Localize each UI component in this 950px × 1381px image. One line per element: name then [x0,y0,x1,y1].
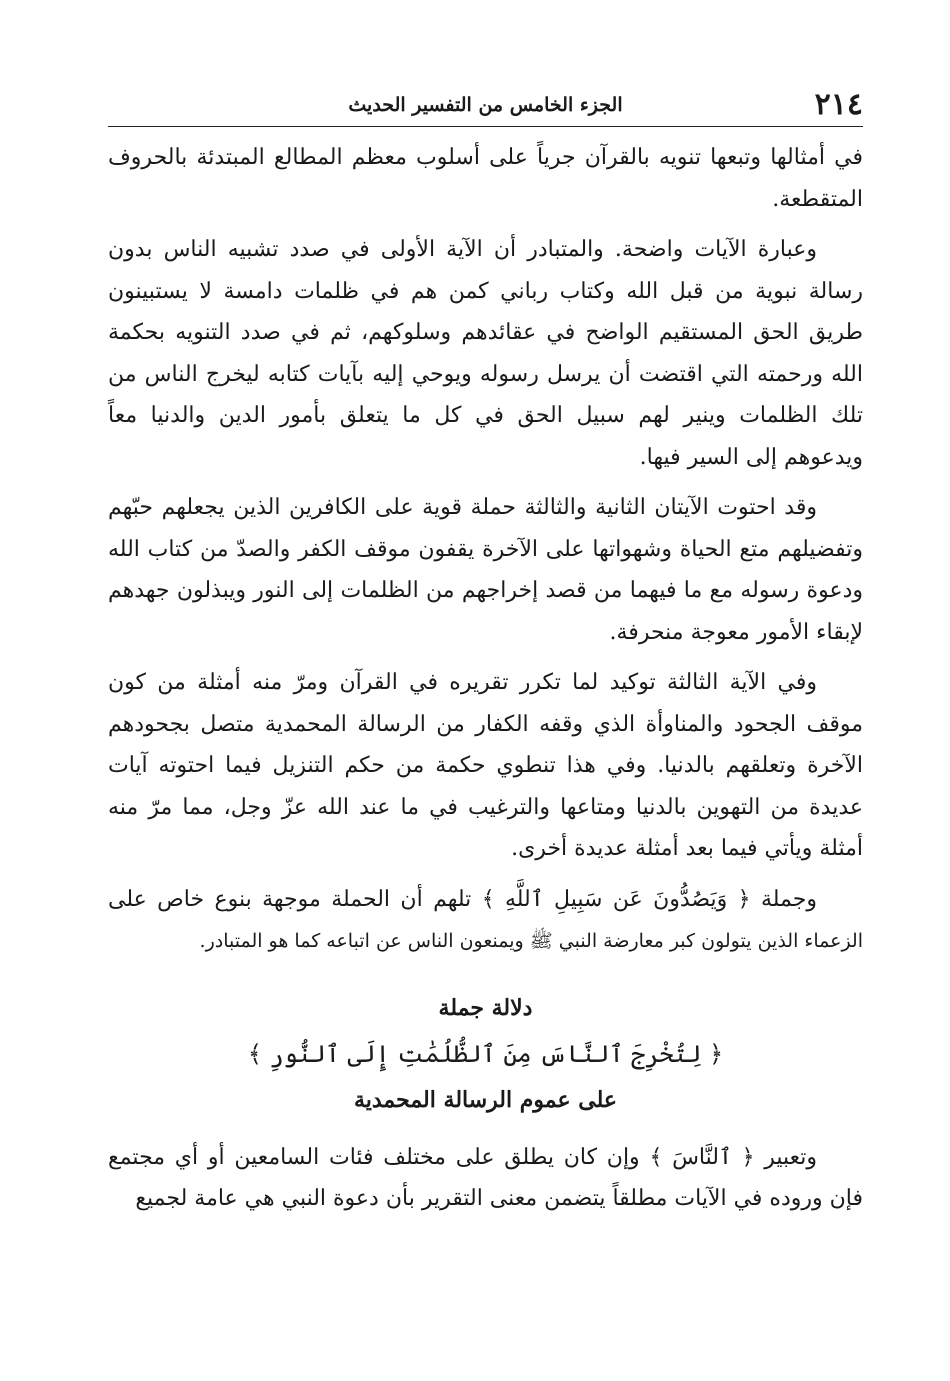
section-heading-title: دلالة جملة [438,994,533,1021]
paragraph-3: وقد احتوت الآيتان الثانية والثالثة حملة قوية على الكافرين الذين يجعلهم حبّهم وتفضيلهم متع الحياة وشهواتها على الآخرة يقفون موقف الكفر والصدّ من كتاب الله ودعوة رسوله مع ما فيهما من قصد إخراجهم من الظلمات إلى النور ويبذلون جهدهم لإبقاء الأمور معوجة منحرفة. [108,495,863,645]
body-text [108,137,863,1220]
quran-quote-people: ﴿ ٱلنَّاسَ ﴾ [649,1144,755,1170]
paragraph-6 [108,1137,863,1220]
paragraph-5-continuation: تلهم أن الحملة موجهة بنوع خاص على [108,886,472,912]
running-title: الجزء الخامس من التفسير الحديث [348,94,623,116]
section-heading-verse: ﴿ لِتُخْرِجَ ٱلنَّاسَ مِنَ ٱلظُّلُمَٰتِ إِلَى ٱلنُّورِ ﴾ [247,1039,724,1068]
paragraph-6-lead: وتعبير [764,1144,818,1170]
paragraph-2: وعبارة الآيات واضحة. والمتبادر أن الآية الأولى في صدد تشبيه الناس بدون رسالة نبوية من قبل الله وكتاب رباني كمن هم في ظلمات دامسة لا يستبينون طريق الحق المستقيم الواضح في عقائدهم وسلوكهم، ثم في صدد التنويه بحكمة الله ورحمته التي اقتضت أن يرسل رسوله ويوحي إليه بآيات كتابه ليخرج الناس من تلك الظلمات وينير لهم سبيل الحق في كل ما يتعلق بأمور الدين والدنيا معاً ويدعوهم إلى السير فيها. [108,237,863,470]
page-header [108,86,863,127]
paragraph-5-lead: وجملة [760,886,817,912]
paragraph-4: وفي الآية الثالثة توكيد لما تكرر تقريره في القرآن ومرّ منه أمثلة من كون موقف الجحود والمناوأة الذي وقفه الكفار من الرسالة المحمدية متصل بجحودهم الآخرة وتعلقهم بالدنيا. وفي هذا تنطوي حكمة من حكم التنزيل فيما احتوته آيات عديدة من التهوين بالدنيا ومتاعها والترغيب في ما عند الله عزّ وجل، مما مرّ منه أمثلة ويأتي فيما بعد أمثلة عديدة أخرى. [108,670,863,861]
paragraph-1: في أمثالها وتبعها تنويه بالقرآن جرياً على أسلوب معظم المطالع المبتدئة بالحروف المتقطعة. [108,145,863,212]
section-heading-subtitle: على عموم الرسالة المحمدية [353,1086,618,1113]
section-heading [108,985,863,1123]
page-number: ٢١٤ [814,87,863,122]
quran-quote: ﴿ وَيَصُدُّونَ عَن سَبِيلِ ٱللَّهِ ﴾ [481,886,751,912]
paragraph-5-second-line: الزعماء الذين يتولون كبر معارضة النبي ﷺ ويمنعون الناس عن اتباعه كما هو المتبادر. [199,930,863,952]
paragraph-6-continuation: وإن كان يطلق على مختلف فئات السامعين أو أي مجتمع فإن وروده في الآيات مطلقاً يتضمن معنى التقرير بأن دعوة النبي هي عامة لجميع [108,1144,863,1211]
paragraph-5 [108,879,863,963]
book-page [108,86,863,1229]
